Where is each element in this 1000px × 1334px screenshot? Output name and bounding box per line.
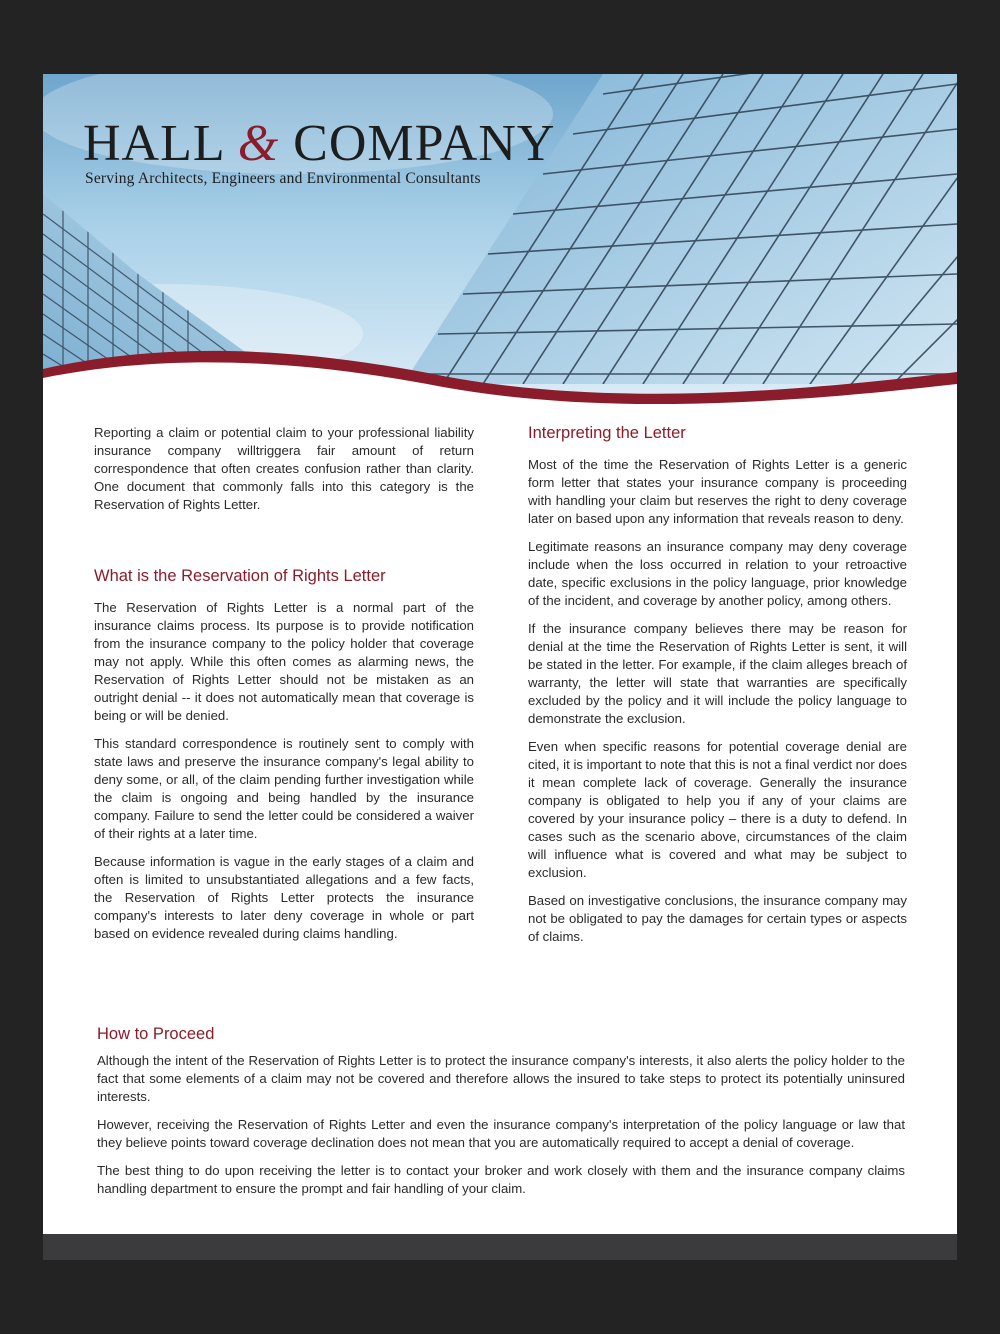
body-paragraph: Even when specific reasons for potential coverage denial are cited, it is important to note that this is not a final verdict nor does it mean complete lack of coverage. Generally the insurance company is obligated to help you if any of your claims are covered by your insurance policy – there is a duty to defend. In cases such as the scenario above, circumstances of the claim will influence what is covered and what may be subject to exclusion. — [528, 739, 907, 880]
body-paragraph: Legitimate reasons an insurance company may deny coverage include when the loss occurred in relation to your retroactive date, specific exclusions in the policy language, prior knowledge of the incident, and coverage by another policy, among others. — [528, 539, 907, 608]
document-page — [43, 74, 957, 1260]
company-logo — [83, 115, 556, 172]
logo-word-hall: HALL — [83, 115, 224, 172]
bottom-section — [97, 1025, 905, 1208]
body-paragraph: If the insurance company believes there may be reason for denial at the time the Reservation of Rights Letter is sent, it will be stated in the letter. For example, if the claim alleges breach of warranty, the letter will state that warranties are specifically excluded by the policy and it will include the policy language to demonstrate the exclusion. — [528, 621, 907, 726]
body-paragraph: The Reservation of Rights Letter is a normal part of the insurance claims process. Its purpose is to provide notification from the insurance company to the policy holder that coverage may not apply. While this often comes as alarming news, the Reservation of Rights Letter should not be mistaken as an outright denial -- it does not automatically mean that coverage is being or will be denied. — [94, 600, 474, 723]
body-paragraph: Based on investigative conclusions, the insurance company may not be obligated to pay the damages for certain types or aspects of claims. — [528, 893, 907, 944]
body-paragraph: However, receiving the Reservation of Rights Letter and even the insurance company's interpretation of the policy language or law that they believe points toward coverage declination does not mean that you are automatically required to accept a denial of coverage. — [97, 1117, 905, 1150]
section-heading-interpreting: Interpreting the Letter — [528, 424, 686, 442]
header-banner — [43, 74, 957, 404]
company-tagline: Serving Architects, Engineers and Environmental Consultants — [85, 170, 481, 187]
left-column — [94, 424, 474, 953]
section-heading-what: What is the Reservation of Rights Letter — [94, 567, 386, 585]
logo-ampersand: & — [237, 115, 280, 172]
body-paragraph: Because information is vague in the early stages of a claim and often is limited to unsubstantiated allegations and a few facts, the Reservation of Rights Letter protects the insurance company's interests to later deny coverage in whole or part based on evidence revealed during claims handling. — [94, 854, 474, 941]
body-paragraph: This standard correspondence is routinely sent to comply with state laws and preserve the insurance company's legal ability to deny some, or all, of the claim pending further investigation while the claim is ongoing and being handled by the insurance company. Failure to send the letter could be considered a waiver of their rights at a later time. — [94, 736, 474, 841]
body-paragraph: The best thing to do upon receiving the letter is to contact your broker and work closely with them and the insurance company claims handling department to ensure the prompt and fair handling of your claim. — [97, 1163, 905, 1196]
intro-paragraph: Reporting a claim or potential claim to your professional liability insurance company willtriggera fair amount of return correspondence that often creates confusion rather than clarity. One document that commonly falls into this category is the Reservation of Rights Letter. — [94, 425, 474, 512]
right-column — [528, 424, 907, 956]
footer-bar — [43, 1234, 957, 1260]
section-heading-proceed: How to Proceed — [97, 1025, 215, 1043]
body-paragraph: Most of the time the Reservation of Rights Letter is a generic form letter that states your insurance company is proceeding with handling your claim but reserves the right to deny coverage later on based upon any information that reveals reason to deny. — [528, 457, 907, 526]
body-paragraph: Although the intent of the Reservation of Rights Letter is to protect the insurance company's interests, it also alerts the policy holder to the fact that some elements of a claim may not be covered and therefore allows the insured to take steps to protect its potentially uninsured interests. — [97, 1053, 905, 1104]
logo-word-company: COMPANY — [293, 115, 556, 172]
